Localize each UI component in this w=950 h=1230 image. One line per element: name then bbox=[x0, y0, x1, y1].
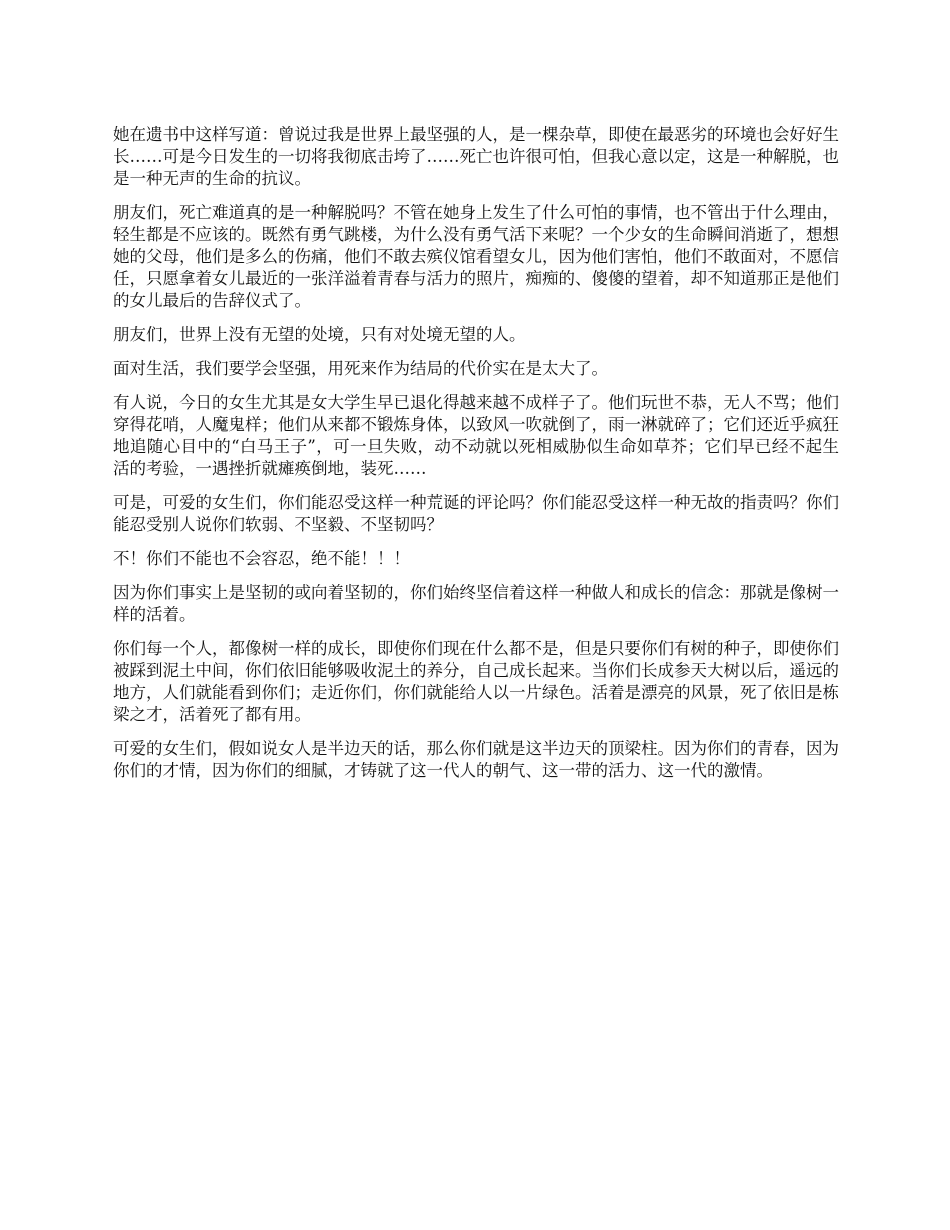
paragraph-10: 可爱的女生们，假如说女人是半边天的话，那么你们就是这半边天的顶梁柱。因为你们的青春，因为你们的才情，因为你们的细腻，才铸就了这一代人的朝气、这一带的活力、这一代的激情。 bbox=[113, 739, 839, 780]
paragraph-2: 朋友们，死亡难道真的是一种解脱吗？不管在她身上发生了什么可怕的事情，也不管出于什么理由，轻生都是不应该的。既然有勇气跳楼，为什么没有勇气活下来呢？一个少女的生命瞬间消逝了，想想她的父母，他们是多么的伤痛，他们不敢去殡仪馆看望女儿，因为他们害怕，他们不敢面对，不愿信任，只愿拿着女儿最近的一张洋溢着青春与活力的照片，痴痴的、傻傻的望着，却不知道那正是他们的女儿最后的告辞仪式了。 bbox=[113, 203, 839, 310]
paragraph-5: 有人说，今日的女生尤其是女大学生早已退化得越来越不成样子了。他们玩世不恭，无人不骂；他们穿得花哨，人魔鬼样；他们从来都不锻炼身体，以致风一吹就倒了，雨一淋就碎了；它们还近乎疯狂地追随心目中的“白马王子”，可一旦失败，动不动就以死相威胁似生命如草芥；它们早已经不起生活的考验，一遇挫折就瘫痪倒地，装死…… bbox=[113, 393, 839, 478]
paragraph-9: 你们每一个人，都像树一样的成长，即使你们现在什么都不是，但是只要你们有树的种子，即使你们被踩到泥土中间，你们依旧能够吸收泥土的养分，自己成长起来。当你们长成参天大树以后，遥远的地方，人们就能看到你们；走近你们，你们就能给人以一片绿色。活着是漂亮的风景，死了依旧是栋梁之才，活着死了都有用。 bbox=[113, 639, 839, 724]
paragraph-3: 朋友们，世界上没有无望的处境，只有对处境无望的人。 bbox=[113, 325, 526, 344]
document-body bbox=[113, 124, 839, 794]
paragraph-1: 她在遗书中这样写道：曾说过我是世界上最坚强的人，是一棵杂草，即使在最恶劣的环境也会好好生长……可是今日发生的一切将我彻底击垮了……死亡也许很可怕，但我心意以定，这是一种解脱，也是一种无声的生命的抗议。 bbox=[113, 125, 839, 188]
paragraph-7: 不！你们不能也不会容忍，绝不能！！！ bbox=[113, 549, 410, 568]
paragraph-6: 可是，可爱的女生们，你们能忍受这样一种荒诞的评论吗？你们能忍受这样一种无故的指责吗？你们能忍受别人说你们软弱、不坚毅、不坚韧吗？ bbox=[113, 493, 839, 534]
paragraph-8: 因为你们事实上是坚韧的或向着坚韧的，你们始终坚信着这样一种做人和成长的信念：那就是像树一样的活着。 bbox=[113, 583, 839, 624]
paragraph-4: 面对生活，我们要学会坚强，用死来作为结局的代价实在是太大了。 bbox=[113, 359, 608, 378]
